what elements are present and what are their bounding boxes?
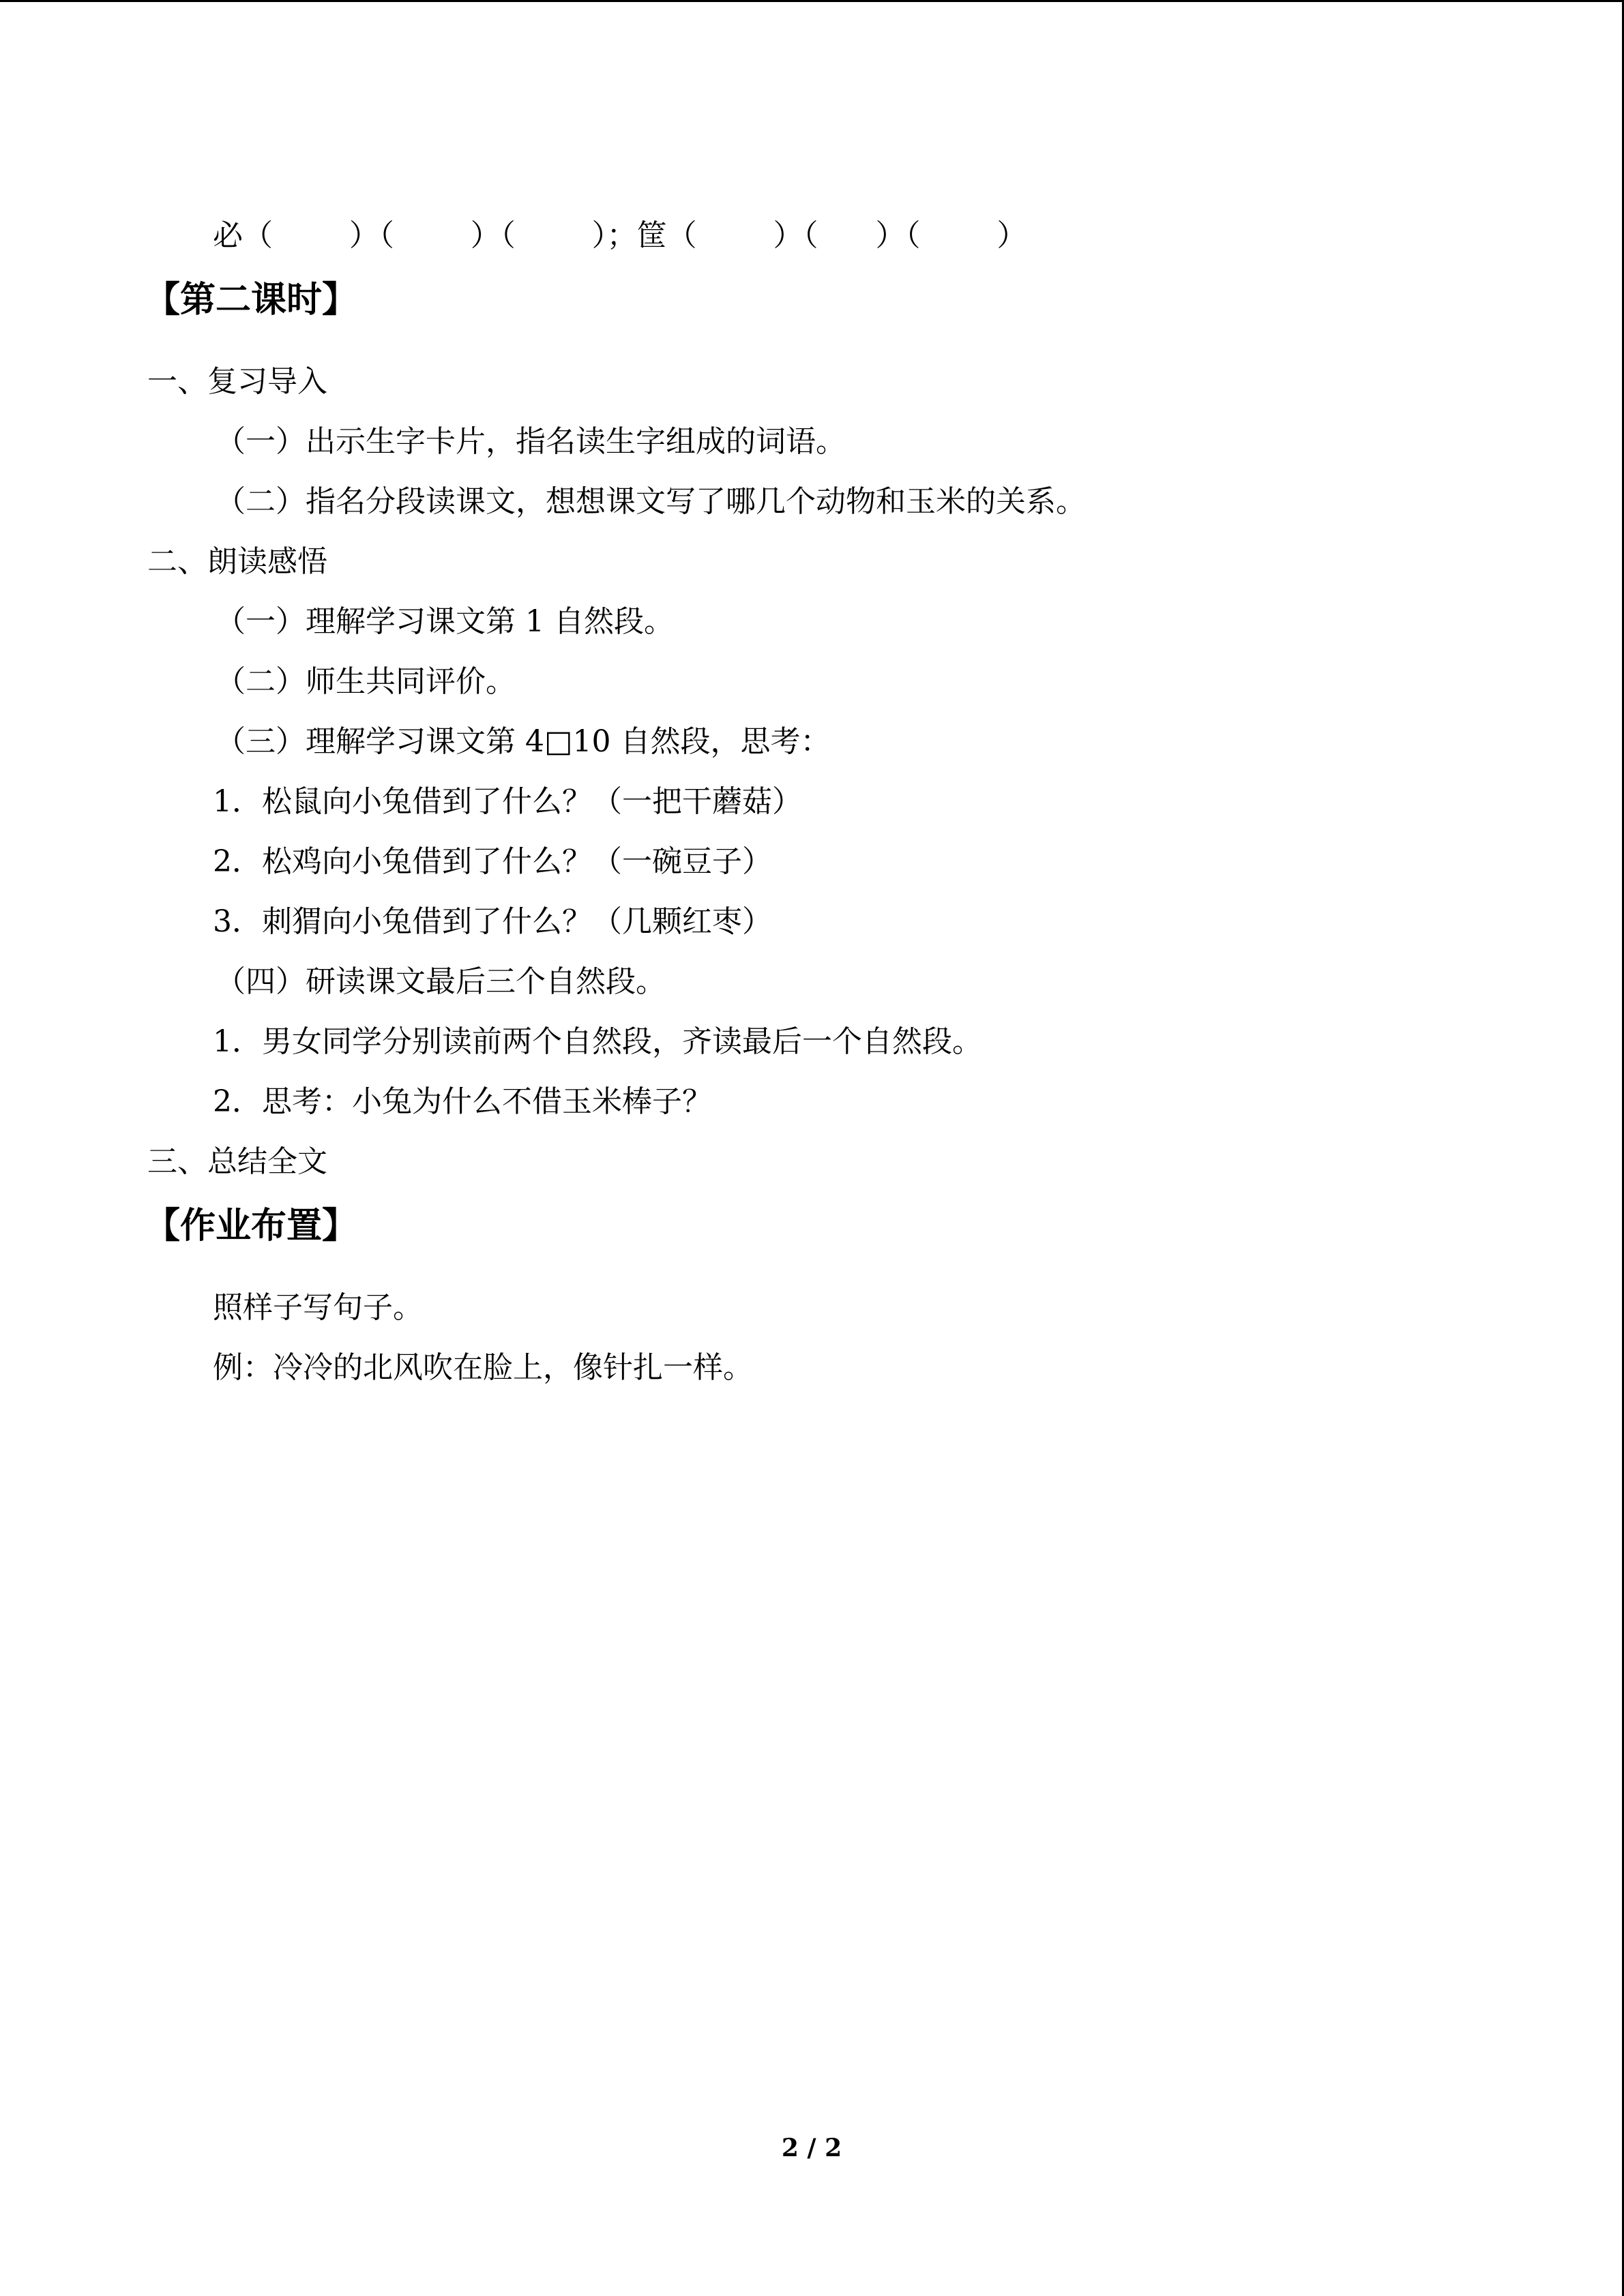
part2-item-1: （一）理解学习课文第 1 自然段。 <box>216 604 674 639</box>
homework-instruction: 照样子写句子。 <box>213 1290 423 1325</box>
part2-item-3: （三）理解学习课文第 4□10 自然段，思考： <box>216 724 831 759</box>
page-number: 2 / 2 <box>781 2134 842 2162</box>
question-a-2: 2．松鸡向小兔借到了什么？（一碗豆子） <box>213 844 772 879</box>
question-b-2: 2．思考：小兔为什么不借玉米棒子？ <box>213 1084 712 1119</box>
question-a-3: 3．刺猬向小兔借到了什么？（几颗红枣） <box>213 904 772 939</box>
part2-item-4: （四）研读课文最后三个自然段。 <box>216 964 666 999</box>
part3-title: 三、总结全文 <box>147 1144 327 1179</box>
part2-item-2: （二）师生共同评价。 <box>216 664 516 699</box>
part1-item-1: （一）出示生字卡片，指名读生字组成的词语。 <box>216 424 846 459</box>
question-a-1: 1．松鼠向小兔借到了什么？（一把干蘑菇） <box>213 784 802 819</box>
part1-title: 一、复习导入 <box>147 364 327 399</box>
fill-blank-line: 必（ ）（ ）（ ）；筐（ ）（ ）（ ） <box>213 218 1027 253</box>
homework-example: 例：冷冷的北风吹在脸上，像针扎一样。 <box>213 1350 753 1385</box>
section-heading-lesson2: 【第二课时】 <box>145 279 358 320</box>
question-b-1: 1．男女同学分别读前两个自然段，齐读最后一个自然段。 <box>213 1024 982 1059</box>
section-heading-homework: 【作业布置】 <box>145 1205 358 1247</box>
part1-item-2: （二）指名分段读课文，想想课文写了哪几个动物和玉米的关系。 <box>216 484 1086 519</box>
part2-title: 二、朗读感悟 <box>147 544 327 579</box>
